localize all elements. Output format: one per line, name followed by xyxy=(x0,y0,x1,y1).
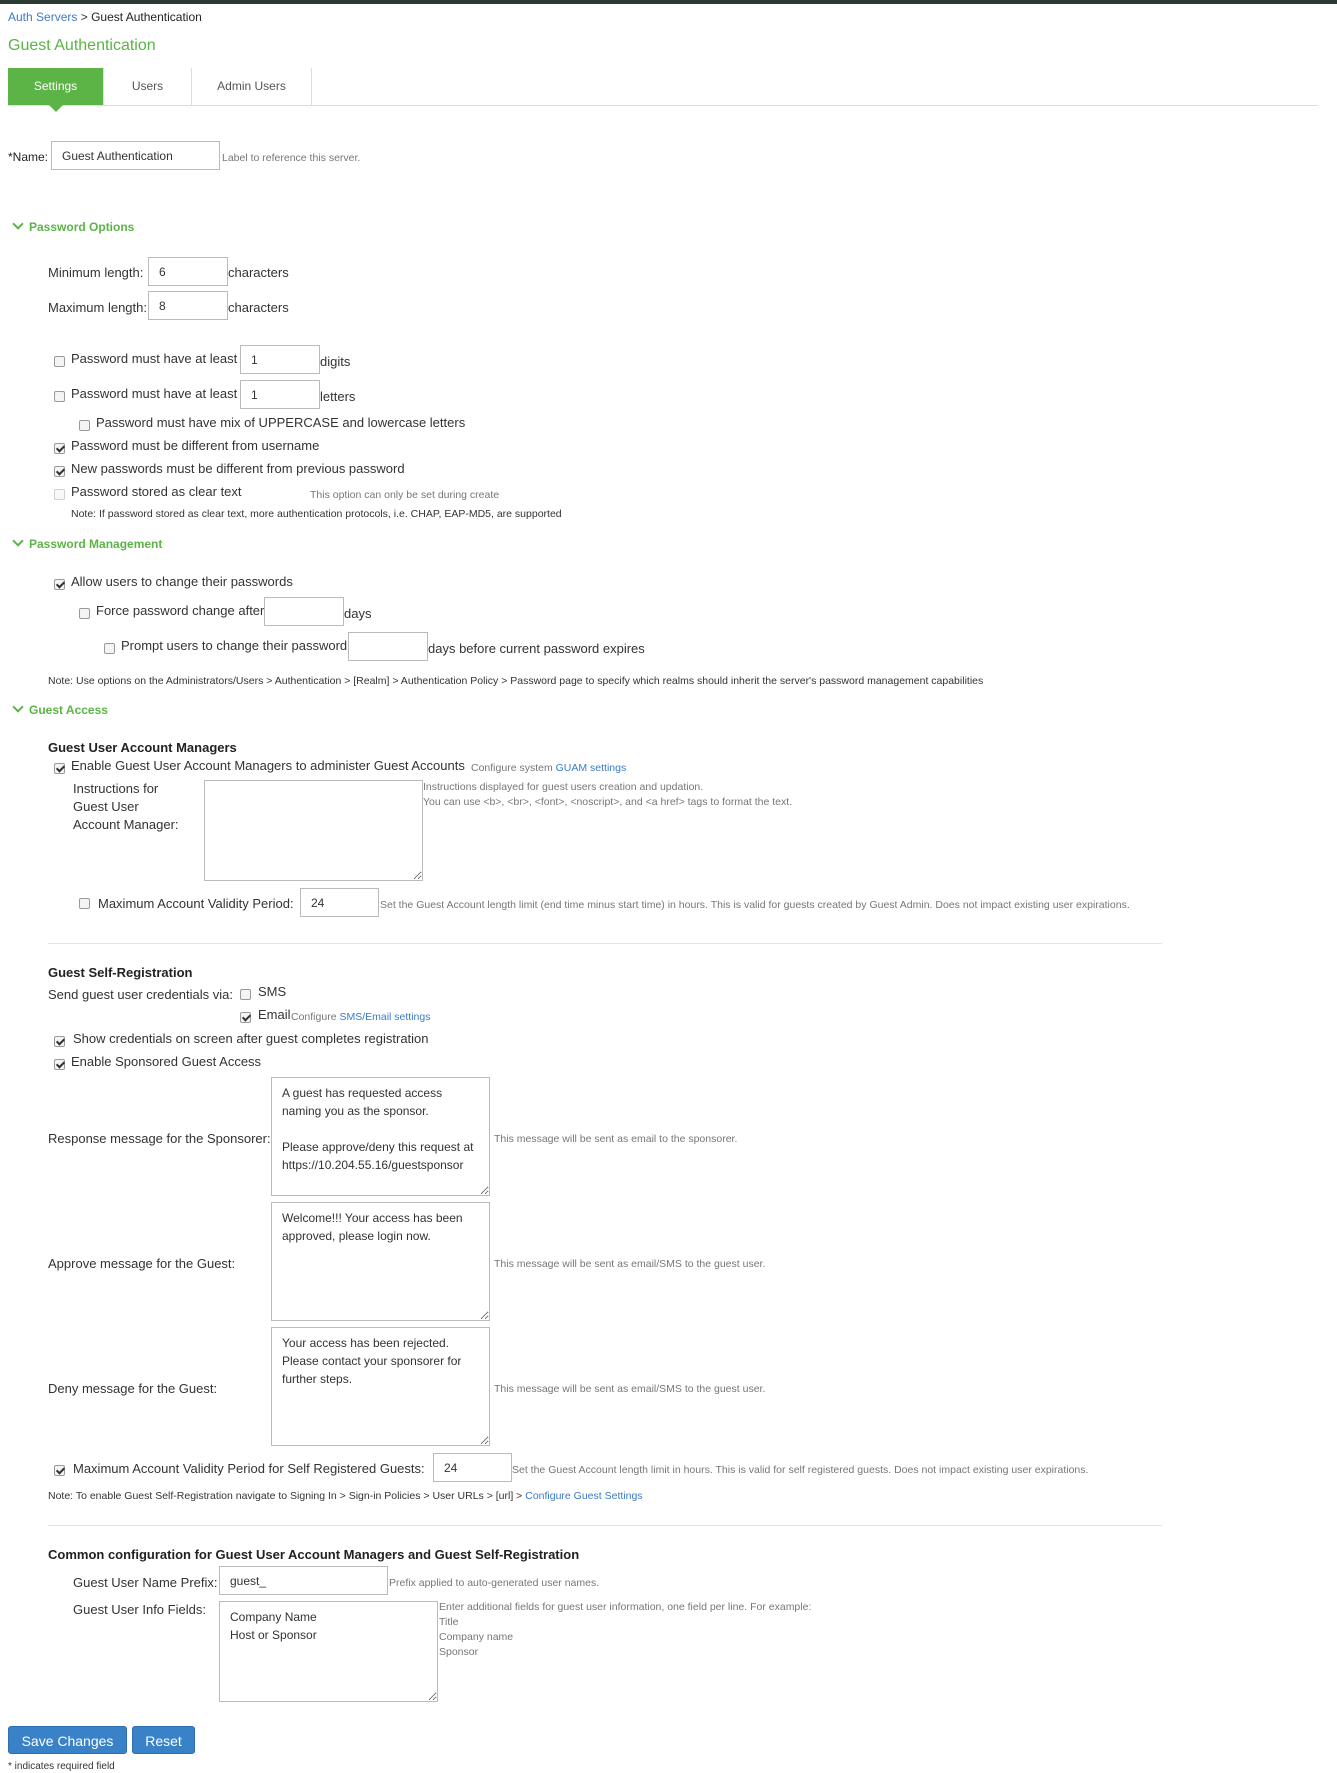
sms-email-settings-link[interactable]: SMS/Email settings xyxy=(339,1011,431,1023)
clear-text-label: Password stored as clear text xyxy=(71,484,242,499)
email-checkbox[interactable] xyxy=(240,1012,251,1023)
divider xyxy=(48,1525,1162,1526)
instructions-hint-line2: You can use <b>, <br>, <font>, <noscript>, and <a href> tags to format the text. xyxy=(423,796,793,808)
min-length-unit: characters xyxy=(228,265,289,280)
instructions-label-line1: Instructions for xyxy=(73,781,159,796)
breadcrumb xyxy=(8,10,202,24)
divider xyxy=(48,943,1162,944)
max-validity-input[interactable] xyxy=(300,888,379,917)
instructions-label-line3: Account Manager: xyxy=(73,817,179,832)
prefix-input[interactable] xyxy=(219,1566,388,1595)
clear-text-checkbox[interactable] xyxy=(54,489,65,500)
max-length-label: Maximum length: xyxy=(48,300,147,315)
info-fields-label: Guest User Info Fields: xyxy=(73,1602,206,1617)
allow-change-checkbox[interactable] xyxy=(54,579,65,590)
enable-guam-checkbox[interactable] xyxy=(54,763,65,774)
sms-checkbox[interactable] xyxy=(240,989,251,1000)
deny-message-hint: This message will be sent as email/SMS to the guest user. xyxy=(494,1383,766,1395)
self-registration-note xyxy=(48,1490,643,1502)
name-hint: Label to reference this server. xyxy=(222,152,361,164)
chevron-down-icon xyxy=(12,701,23,712)
response-message-textarea[interactable] xyxy=(271,1077,490,1196)
letters-unit: letters xyxy=(320,389,356,404)
force-change-checkbox[interactable] xyxy=(79,608,90,619)
self-max-validity-input[interactable] xyxy=(433,1453,512,1482)
guam-settings-hint xyxy=(471,762,626,774)
reset-button[interactable]: Reset xyxy=(132,1726,195,1754)
required-field-note: * indicates required field xyxy=(8,1761,115,1772)
digits-input[interactable] xyxy=(240,345,320,374)
sms-label: SMS xyxy=(258,984,287,999)
deny-message-label: Deny message for the Guest: xyxy=(48,1381,218,1396)
info-fields-hint-line4: Sponsor xyxy=(439,1646,479,1658)
force-change-days-input[interactable] xyxy=(264,597,344,626)
password-management-note: Note: Use options on the Administrators/Users > Authentication > [Realm] > Authentication Policy > Password page to specify which realms should inherit the server's password management capabilities xyxy=(48,675,984,687)
tab-settings[interactable]: Settings xyxy=(8,68,104,105)
prefix-label: Guest User Name Prefix: xyxy=(73,1575,218,1590)
diff-username-checkbox[interactable] xyxy=(54,443,65,454)
prefix-hint: Prefix applied to auto-generated user names. xyxy=(389,1577,600,1589)
self-registration-title: Guest Self-Registration xyxy=(48,965,193,980)
letters-checkbox[interactable] xyxy=(54,391,65,402)
info-fields-hint-line2: Title xyxy=(439,1616,459,1628)
instructions-textarea[interactable] xyxy=(204,780,423,881)
clear-text-note: Note: If password stored as clear text, more authentication protocols, i.e. CHAP, EAP-MD5, are supported xyxy=(71,508,562,520)
force-change-unit: days xyxy=(344,606,372,621)
sms-email-configure-prefix: Configure xyxy=(291,1011,340,1023)
send-via-label: Send guest user credentials via: xyxy=(48,987,233,1002)
show-credentials-checkbox[interactable] xyxy=(54,1036,65,1047)
letters-input[interactable] xyxy=(240,380,320,409)
password-management-header[interactable] xyxy=(10,537,162,551)
mix-case-checkbox[interactable] xyxy=(79,420,90,431)
top-bar xyxy=(0,0,1337,4)
self-max-validity-label: Maximum Account Validity Period for Self Registered Guests: xyxy=(73,1461,425,1476)
sponsored-access-label: Enable Sponsored Guest Access xyxy=(71,1054,262,1069)
guam-configure-prefix: Configure system xyxy=(471,762,556,774)
prompt-change-unit: days before current password expires xyxy=(428,641,645,656)
guest-access-title: Guest Access xyxy=(29,703,108,717)
max-validity-checkbox[interactable] xyxy=(79,898,90,909)
diff-username-label: Password must be different from username xyxy=(71,438,320,453)
self-registration-note-text: Note: To enable Guest Self-Registration navigate to Signing In > Sign-in Policies > User URLs > [url] > xyxy=(48,1490,526,1502)
password-options-header[interactable] xyxy=(10,220,134,234)
save-changes-button[interactable]: Save Changes xyxy=(8,1726,127,1754)
name-input[interactable] xyxy=(51,141,220,170)
info-fields-hint-line3: Company name xyxy=(439,1631,514,1643)
guest-access-header[interactable] xyxy=(10,703,108,717)
min-length-label: Minimum length: xyxy=(48,265,144,280)
self-max-validity-checkbox[interactable] xyxy=(54,1465,65,1476)
approve-message-label: Approve message for the Guest: xyxy=(48,1256,236,1271)
digits-unit: digits xyxy=(320,354,351,369)
max-length-input[interactable] xyxy=(148,291,228,320)
sponsored-access-checkbox[interactable] xyxy=(54,1059,65,1070)
digits-label: Password must have at least xyxy=(71,351,238,366)
digits-checkbox[interactable] xyxy=(54,356,65,367)
prompt-change-checkbox[interactable] xyxy=(104,643,115,654)
tab-users[interactable]: Users xyxy=(104,68,192,105)
page-title: Guest Authentication xyxy=(8,37,156,54)
breadcrumb-auth-servers-link[interactable]: Auth Servers xyxy=(8,10,78,24)
chevron-down-icon xyxy=(12,218,23,229)
max-validity-label: Maximum Account Validity Period: xyxy=(98,896,294,911)
response-message-hint: This message will be sent as email to the sponsorer. xyxy=(494,1133,738,1145)
guam-settings-link[interactable]: GUAM settings xyxy=(555,762,627,774)
name-label: *Name: xyxy=(8,150,49,164)
instructions-label-line2: Guest User xyxy=(73,799,139,814)
tab-admin-users[interactable]: Admin Users xyxy=(192,68,312,105)
breadcrumb-separator: > xyxy=(77,10,92,24)
chevron-down-icon xyxy=(12,535,23,546)
instructions-hint-line1: Instructions displayed for guest users creation and updation. xyxy=(423,781,704,793)
sms-email-settings-hint xyxy=(291,1011,430,1023)
diff-previous-checkbox[interactable] xyxy=(54,466,65,477)
tab-bar xyxy=(8,68,1318,106)
prompt-change-label: Prompt users to change their password xyxy=(121,638,348,653)
clear-text-hint: This option can only be set during create xyxy=(310,489,500,501)
info-fields-hint-line1: Enter additional fields for guest user information, one field per line. For example: xyxy=(439,1601,812,1613)
diff-previous-label: New passwords must be different from previous password xyxy=(71,461,405,476)
prompt-change-days-input[interactable] xyxy=(348,632,428,661)
force-change-label: Force password change after xyxy=(96,603,265,618)
max-validity-hint: Set the Guest Account length limit (end time minus start time) in hours. This is valid for guests created by Guest Admin. Does not impact existing user expirations. xyxy=(380,899,1130,911)
enable-guam-label: Enable Guest User Account Managers to administer Guest Accounts xyxy=(71,758,465,773)
show-credentials-label: Show credentials on screen after guest completes registration xyxy=(73,1031,429,1046)
configure-guest-settings-link[interactable]: Configure Guest Settings xyxy=(525,1490,643,1502)
letters-label: Password must have at least xyxy=(71,386,238,401)
min-length-input[interactable] xyxy=(148,257,228,286)
common-config-title: Common configuration for Guest User Account Managers and Guest Self-Registration xyxy=(48,1547,580,1562)
email-label: Email xyxy=(258,1007,291,1022)
mix-case-label: Password must have mix of UPPERCASE and lowercase letters xyxy=(96,415,466,430)
approve-message-textarea[interactable] xyxy=(271,1202,490,1321)
password-options-title: Password Options xyxy=(29,220,135,234)
info-fields-textarea[interactable] xyxy=(219,1601,438,1702)
approve-message-hint: This message will be sent as email/SMS to the guest user. xyxy=(494,1258,766,1270)
self-max-validity-hint: Set the Guest Account length limit in hours. This is valid for self registered guests. Does not impact existing user expirations. xyxy=(512,1464,1089,1476)
allow-change-label: Allow users to change their passwords xyxy=(71,574,293,589)
deny-message-textarea[interactable] xyxy=(271,1327,490,1446)
password-management-title: Password Management xyxy=(29,537,163,551)
max-length-unit: characters xyxy=(228,300,289,315)
guam-title: Guest User Account Managers xyxy=(48,740,237,755)
breadcrumb-current: Guest Authentication xyxy=(91,10,202,24)
response-message-label: Response message for the Sponsorer: xyxy=(48,1131,271,1146)
